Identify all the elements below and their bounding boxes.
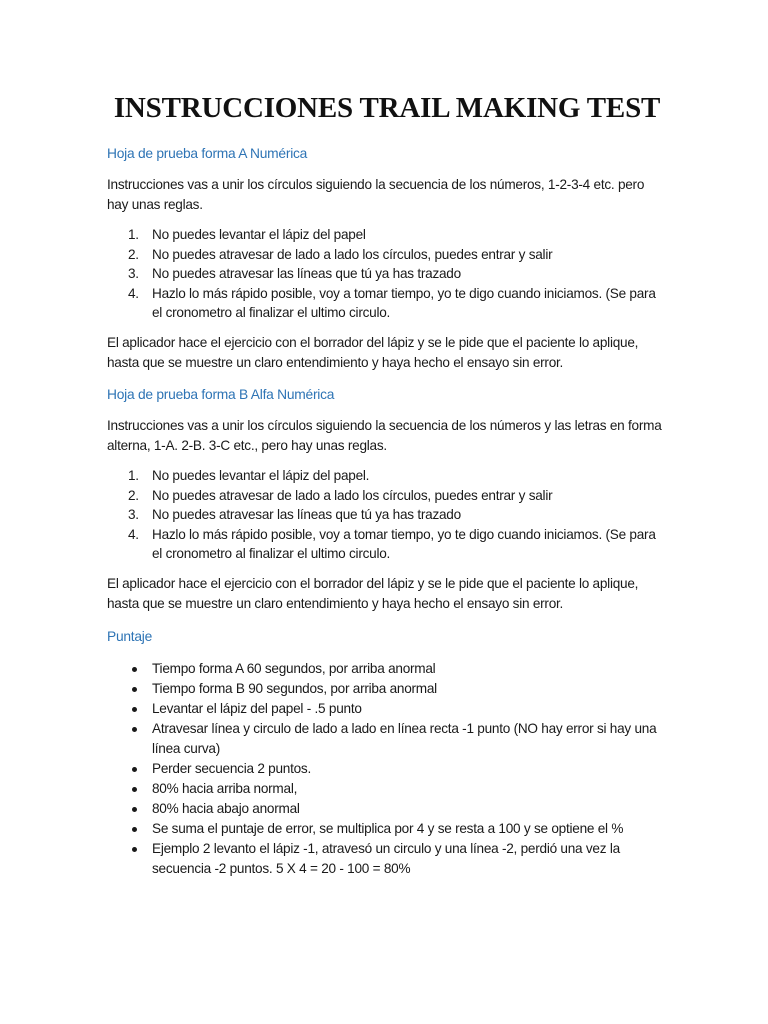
rule-number: 2. (128, 246, 139, 262)
bullet-icon (132, 847, 137, 852)
rule-text: No puedes atravesar de lado a lado los círculos, puedes entrar y salir (152, 487, 553, 503)
scoring-text: Ejemplo 2 levanto el lápiz -1, atravesó un circulo y una línea -2, perdió una vez la secuencia -2 puntos. 5 X 4 = 20 - 100 = 80% (152, 840, 620, 876)
scoring-text: Atravesar línea y circulo de lado a lado en línea recta -1 punto (NO hay error si hay una línea curva) (152, 720, 657, 756)
rule-text: Hazlo lo más rápido posible, voy a tomar tiempo, yo te digo cuando iniciamos. (Se para el cronometro al finalizar el ultimo circulo. (152, 285, 656, 321)
rule-text: No puedes atravesar las líneas que tú ya has trazado (152, 266, 461, 282)
rule-item (107, 505, 667, 525)
rule-number: 2. (128, 487, 139, 503)
document-content (107, 88, 667, 879)
rule-item (107, 264, 667, 284)
bullet-icon (132, 727, 137, 732)
rule-number: 3. (128, 266, 139, 282)
section-b-rules (107, 466, 667, 564)
scoring-item (107, 819, 667, 839)
rule-item (107, 284, 667, 323)
bullet-icon (132, 707, 137, 712)
scoring-text: Tiempo forma B 90 segundos, por arriba anormal (152, 680, 437, 696)
scoring-item (107, 799, 667, 819)
scoring-heading: Puntaje (107, 628, 153, 644)
scoring-text: 80% hacia abajo anormal (152, 800, 300, 816)
rule-item (107, 245, 667, 265)
rule-item (107, 466, 667, 486)
section-a-note: El aplicador hace el ejercicio con el borrador del lápiz y se le pide que el paciente lo aplique, hasta que se muestre un claro entendimiento y haya hecho el ensayo sin error. (107, 334, 639, 370)
section-a-rules (107, 225, 667, 323)
rule-item (107, 486, 667, 506)
scoring-item (107, 719, 667, 759)
bullet-icon (132, 787, 137, 792)
section-b-heading: Hoja de prueba forma B Alfa Numérica (107, 386, 335, 402)
rule-number: 3. (128, 507, 139, 523)
scoring-item (107, 759, 667, 779)
rule-text: No puedes atravesar de lado a lado los círculos, puedes entrar y salir (152, 246, 553, 262)
scoring-item (107, 659, 667, 679)
rule-text: Hazlo lo más rápido posible, voy a tomar tiempo, yo te digo cuando iniciamos. (Se para el cronometro al finalizar el ultimo circulo. (152, 526, 656, 562)
scoring-item (107, 679, 667, 699)
section-a-intro: Instrucciones vas a unir los círculos siguiendo la secuencia de los números, 1-2-3-4 etc. pero hay unas reglas. (107, 177, 645, 212)
section-b-note: El aplicador hace el ejercicio con el borrador del lápiz y se le pide que el paciente lo aplique, hasta que se muestre un claro entendimiento y haya hecho el ensayo sin error. (107, 575, 639, 611)
rule-text: No puedes levantar el lápiz del papel. (152, 467, 370, 483)
rule-text: No puedes atravesar las líneas que tú ya has trazado (152, 507, 461, 523)
section-b-intro: Instrucciones vas a unir los círculos siguiendo la secuencia de los números y las letras en forma alterna, 1-A. 2-B. 3-C etc., pero hay unas reglas. (107, 417, 662, 453)
bullet-icon (132, 807, 137, 812)
scoring-text: Se suma el puntaje de error, se multiplica por 4 y se resta a 100 y se optiene el % (152, 820, 624, 836)
scoring-item (107, 779, 667, 799)
rule-number: 4. (128, 526, 139, 542)
rule-item (107, 525, 667, 564)
page-title: INSTRUCCIONES TRAIL MAKING TEST (113, 92, 661, 124)
rule-number: 1. (128, 467, 139, 483)
rule-item (107, 225, 667, 245)
scoring-text: Levantar el lápiz del papel - .5 punto (152, 700, 362, 716)
section-a-heading: Hoja de prueba forma A Numérica (107, 146, 308, 161)
scoring-text: Tiempo forma A 60 segundos, por arriba anormal (152, 660, 436, 676)
bullet-icon (132, 667, 137, 672)
bullet-icon (132, 687, 137, 692)
scoring-list (107, 659, 667, 879)
rule-number: 1. (128, 227, 139, 242)
bullet-icon (132, 827, 137, 832)
rule-text: No puedes levantar el lápiz del papel (152, 227, 366, 242)
scoring-text: 80% hacia arriba normal, (152, 780, 298, 796)
rule-number: 4. (128, 285, 139, 301)
scoring-item (107, 699, 667, 719)
scoring-text: Perder secuencia 2 puntos. (152, 760, 311, 776)
scoring-item (107, 839, 667, 879)
bullet-icon (132, 767, 137, 772)
